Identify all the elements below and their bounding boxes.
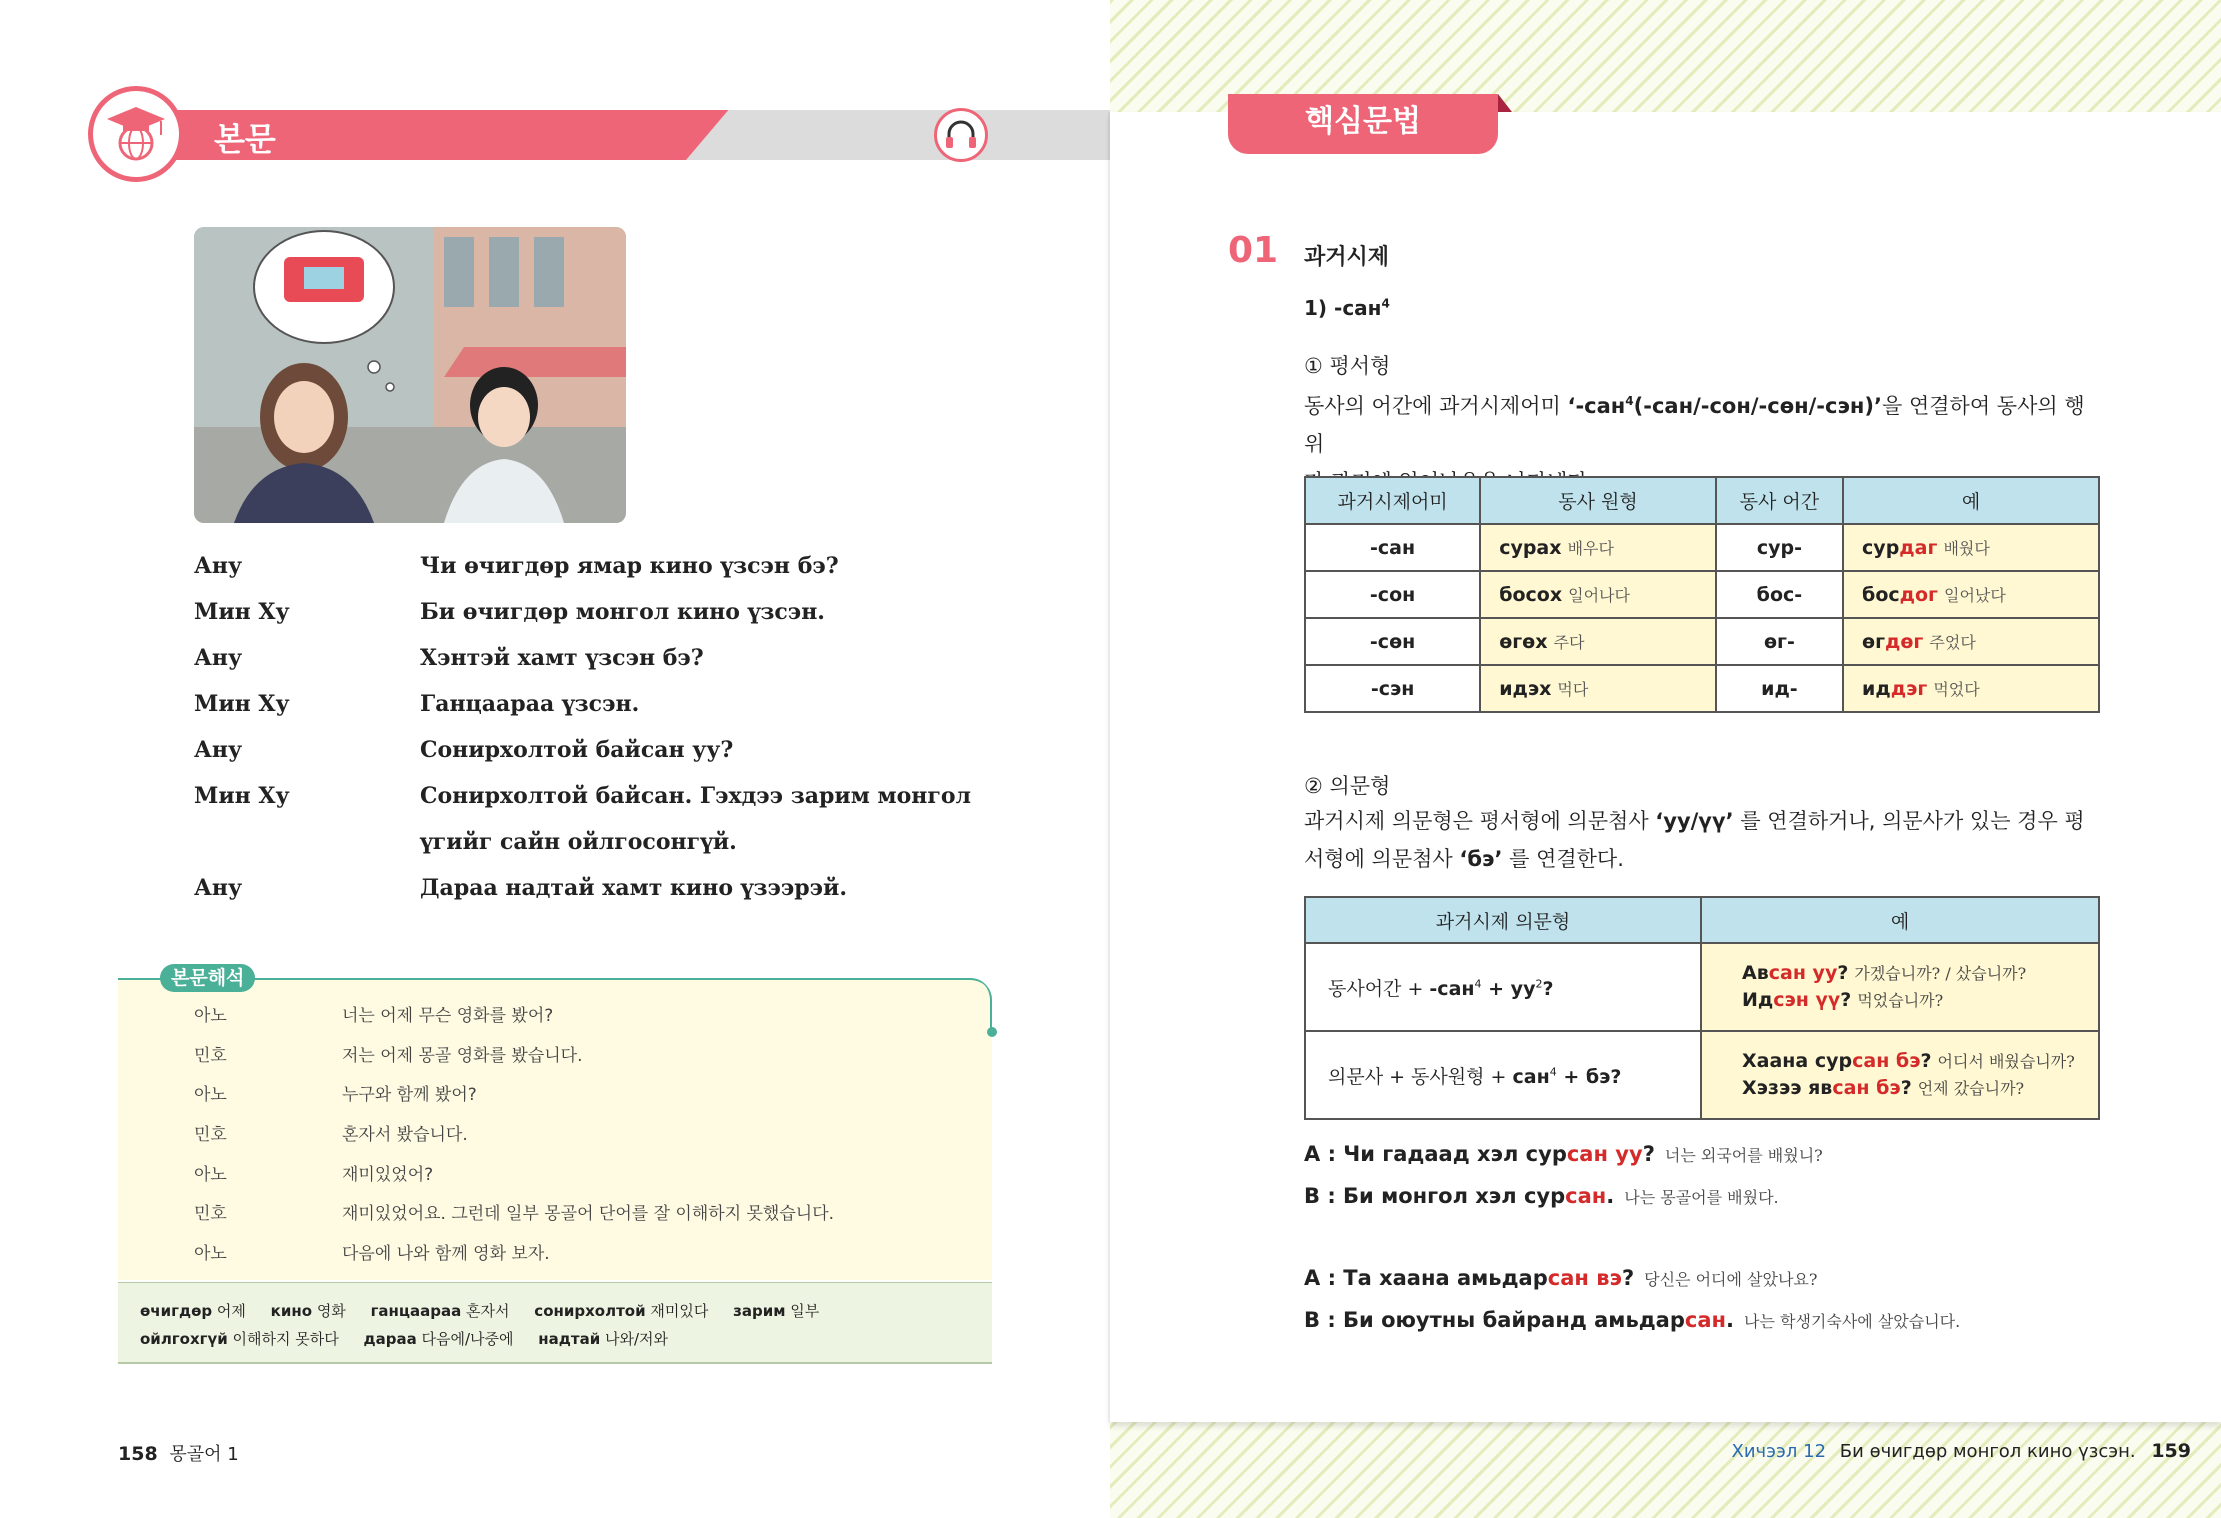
dialogue-speaker: Мин Ху bbox=[194, 783, 290, 809]
example-pre: Би оюутны байранд амьдар bbox=[1343, 1308, 1685, 1332]
example-korean: 가겠습니까? / 샀습니까? bbox=[1854, 964, 2027, 983]
example-korean: 너는 외국어를 배웠니? bbox=[1664, 1146, 1823, 1165]
pattern-sup: 4 bbox=[1549, 1065, 1557, 1079]
vocabulary-line bbox=[140, 1325, 970, 1353]
translation-row bbox=[118, 1073, 992, 1113]
example-line bbox=[1742, 1048, 2098, 1075]
dialogue-speaker: Ану bbox=[194, 645, 243, 671]
example-cell bbox=[1843, 618, 2099, 665]
example-suffix: даг bbox=[1899, 537, 1938, 559]
examples-cell bbox=[1701, 943, 2099, 1031]
example-post: . bbox=[1606, 1184, 1615, 1208]
example-line bbox=[1742, 987, 2098, 1014]
table-header: 동사 어간 bbox=[1716, 477, 1843, 524]
ending-cell: -сон bbox=[1305, 571, 1480, 618]
pattern-bold: + бэ? bbox=[1556, 1065, 1622, 1088]
vocabulary-box bbox=[118, 1282, 992, 1364]
example-label: B : bbox=[1304, 1308, 1344, 1332]
vocab-word: зарим bbox=[733, 1302, 786, 1320]
interrogative-title: ② 의문형 bbox=[1304, 774, 1391, 798]
example-pre: Ав bbox=[1742, 962, 1769, 984]
example-pre: Чи гадаад хэл сур bbox=[1343, 1142, 1567, 1166]
table-row bbox=[1305, 524, 2099, 571]
table-header-row bbox=[1305, 477, 2099, 524]
verb: сурах bbox=[1499, 537, 1562, 559]
example-suffix: дог bbox=[1899, 584, 1938, 606]
translation-line: 누구와 함께 봤어? bbox=[342, 1085, 477, 1106]
pattern-bold: ? bbox=[1542, 977, 1554, 1000]
declarative-bold: ‘-сан bbox=[1567, 394, 1626, 418]
ending-table bbox=[1304, 476, 2100, 713]
dialogue-row bbox=[194, 819, 1014, 865]
vocab-word: надтай bbox=[538, 1330, 601, 1348]
right-footer bbox=[1732, 1440, 2192, 1462]
example-sentence bbox=[1304, 1184, 1779, 1208]
verb-cell bbox=[1480, 571, 1716, 618]
table-row bbox=[1305, 1031, 2099, 1119]
dialogue-row bbox=[194, 681, 1014, 727]
declarative-text: 을 연결하여 동사의 행위 bbox=[1304, 394, 2085, 456]
translation-line: 다음에 나와 함께 영화 보자. bbox=[342, 1243, 550, 1264]
example-highlight: сан бэ bbox=[1832, 1077, 1901, 1099]
example-highlight: сан уу bbox=[1566, 1142, 1643, 1166]
graduation-cap-icon bbox=[88, 86, 184, 182]
example-korean: 배웠다 bbox=[1943, 539, 1990, 558]
declarative-text: 동사의 어간에 과거시제어미 bbox=[1304, 394, 1568, 418]
translation-tab: 본문해석 bbox=[160, 964, 255, 992]
example-korean: 먹었습니까? bbox=[1857, 991, 1944, 1010]
example-post: ? bbox=[1642, 1142, 1655, 1166]
example-label: A : bbox=[1304, 1266, 1344, 1290]
example-stem: бос bbox=[1862, 584, 1900, 606]
translation-line: 저는 어제 몽골 영화를 봤습니다. bbox=[342, 1045, 583, 1066]
grammar-tab-notch bbox=[1498, 94, 1512, 112]
example-cell bbox=[1843, 524, 2099, 571]
example-suffix: дэг bbox=[1890, 678, 1928, 700]
banner-grey-strip bbox=[686, 110, 1110, 160]
ending-cell: -сөн bbox=[1305, 618, 1480, 665]
declarative-title: ① 평서형 bbox=[1304, 354, 1391, 378]
verb-korean: 먹다 bbox=[1557, 680, 1589, 699]
dialogue-line: Сонирхолтой байсан. Гэхдээ зарим монгол bbox=[420, 783, 972, 809]
subsection-title-text: 1) -сан bbox=[1304, 296, 1382, 320]
example-highlight: сан bbox=[1565, 1184, 1607, 1208]
example-post: ? bbox=[1837, 962, 1849, 984]
table-row bbox=[1305, 618, 2099, 665]
vocab-meaning: 일부 bbox=[790, 1302, 820, 1320]
dialogue-illustration bbox=[194, 227, 626, 523]
pattern-cell bbox=[1305, 943, 1701, 1031]
translation-row bbox=[118, 1034, 992, 1074]
table-header-row bbox=[1305, 897, 2099, 943]
table-header: 예 bbox=[1701, 897, 2099, 943]
interrogative-bold: ‘бэ’ bbox=[1459, 847, 1503, 871]
example-post: ? bbox=[1840, 989, 1852, 1011]
verb-cell bbox=[1480, 524, 1716, 571]
page-number: 159 bbox=[2151, 1440, 2191, 1462]
example-highlight: сэн үү bbox=[1773, 989, 1841, 1011]
vocab-meaning: 혼자서 bbox=[466, 1302, 510, 1320]
pattern-cell bbox=[1305, 1031, 1701, 1119]
vocab-meaning: 재미있다 bbox=[650, 1302, 709, 1320]
translation-row bbox=[118, 1232, 992, 1272]
translation-row bbox=[118, 1152, 992, 1192]
example-highlight: сан bbox=[1684, 1308, 1727, 1332]
vocab-word: дараа bbox=[363, 1330, 417, 1348]
dialogue-line: Хэнтэй хамт үзсэн бэ? bbox=[420, 645, 704, 671]
example-korean: 어디서 배웠습니까? bbox=[1937, 1052, 2075, 1071]
left-page bbox=[0, 0, 1110, 1518]
vocab-word: кино bbox=[270, 1302, 313, 1320]
translation-line: 너는 어제 무슨 영화를 봤어? bbox=[342, 1006, 554, 1027]
pattern-bold: сан bbox=[1512, 1065, 1550, 1088]
example-line bbox=[1742, 960, 2098, 987]
example-post: ? bbox=[1900, 1077, 1912, 1099]
translation-box bbox=[118, 967, 992, 1364]
table-row bbox=[1305, 571, 2099, 618]
dialogue-speaker: Мин Ху bbox=[194, 691, 290, 717]
translation-speaker: 아노 bbox=[194, 1243, 227, 1264]
translation-row bbox=[118, 994, 992, 1034]
vocab-meaning: 나와/저와 bbox=[605, 1330, 669, 1348]
dialogue-row bbox=[194, 635, 1014, 681]
dialogue bbox=[194, 543, 1014, 911]
dialogue-line: Ганцаараа үзсэн. bbox=[420, 691, 640, 717]
translation-row bbox=[118, 1113, 992, 1153]
dialogue-speaker: Ану bbox=[194, 553, 243, 579]
vocab-meaning: 어제 bbox=[216, 1302, 246, 1320]
table-row bbox=[1305, 665, 2099, 712]
vocab-meaning: 다음에/나중에 bbox=[421, 1330, 514, 1348]
vocabulary-line bbox=[140, 1297, 970, 1325]
vocab-meaning: 이해하지 못하다 bbox=[232, 1330, 339, 1348]
stem-cell: ид- bbox=[1716, 665, 1843, 712]
pattern-sup: 4 bbox=[1474, 977, 1482, 991]
vocab-meaning: 영화 bbox=[316, 1302, 346, 1320]
example-suffix: дөг bbox=[1885, 631, 1924, 653]
interrogative-text: 를 연결하거나, 의문사가 있는 경우 평 bbox=[1733, 809, 2085, 833]
verb-korean: 배우다 bbox=[1567, 539, 1614, 558]
interrogative-text: 를 연결한다. bbox=[1502, 847, 1624, 871]
interrogative-text: 서형에 의문첨사 bbox=[1304, 847, 1460, 871]
table-row bbox=[1305, 943, 2099, 1031]
pattern-bold: -сан bbox=[1429, 977, 1475, 1000]
verb: босох bbox=[1499, 584, 1563, 606]
example-sentence bbox=[1304, 1308, 1960, 1332]
stem-cell: бос- bbox=[1716, 571, 1843, 618]
vocab-word: өчигдөр bbox=[140, 1302, 213, 1320]
example-pre: Хэзээ яв bbox=[1742, 1077, 1833, 1099]
example-pre: Та хаана амьдар bbox=[1343, 1266, 1548, 1290]
example-korean: 당신은 어디에 살았나요? bbox=[1644, 1270, 1818, 1289]
table-header: 동사 원형 bbox=[1480, 477, 1716, 524]
verb-cell bbox=[1480, 665, 1716, 712]
dialogue-speaker: Ану bbox=[194, 875, 243, 901]
book-title: 몽골어 1 bbox=[169, 1444, 239, 1465]
example-label: A : bbox=[1304, 1142, 1344, 1166]
section-title: 과거시제 bbox=[1304, 245, 1390, 270]
example-pre: Хаана сур bbox=[1742, 1050, 1853, 1072]
lesson-label: Хичээл 12 bbox=[1731, 1441, 1827, 1462]
dialogue-line: үгийг сайн ойлгосонгүй. bbox=[420, 829, 737, 855]
verb-korean: 주다 bbox=[1553, 633, 1585, 652]
stem-cell: өг- bbox=[1716, 618, 1843, 665]
subsection-title bbox=[1304, 296, 1390, 320]
dialogue-row bbox=[194, 543, 1014, 589]
stem-cell: сур- bbox=[1716, 524, 1843, 571]
example-highlight: сан вэ bbox=[1547, 1266, 1622, 1290]
dialogue-line: Би өчигдөр монгол кино үзсэн. bbox=[420, 599, 825, 625]
section-number: 01 bbox=[1228, 230, 1279, 271]
example-post: ? bbox=[1920, 1050, 1932, 1072]
translation-line: 재미있었어? bbox=[342, 1164, 434, 1185]
page-number: 158 bbox=[118, 1443, 158, 1465]
example-stem: ид bbox=[1862, 678, 1891, 700]
translation-speaker: 아노 bbox=[194, 1085, 227, 1106]
translation-row bbox=[118, 1192, 992, 1232]
example-pre: Би монгол хэл сур bbox=[1343, 1184, 1566, 1208]
right-page-sheet bbox=[1110, 112, 2221, 1422]
example-stem: өг bbox=[1862, 631, 1886, 653]
translation-speaker: 민호 bbox=[194, 1204, 227, 1225]
translation-line: 재미있었어요. 그런데 일부 몽골어 단어를 잘 이해하지 못했습니다. bbox=[342, 1204, 835, 1225]
ending-cell: -сан bbox=[1305, 524, 1480, 571]
example-korean: 주었다 bbox=[1929, 633, 1976, 652]
interrogative-table bbox=[1304, 896, 2100, 1120]
example-korean: 나는 학생기숙사에 살았습니다. bbox=[1744, 1312, 1961, 1331]
dialogue-line: Сонирхолтой байсан уу? bbox=[420, 737, 734, 763]
pattern-sup: 2 bbox=[1535, 977, 1543, 991]
examples-cell bbox=[1701, 1031, 2099, 1119]
example-highlight: сан уу bbox=[1768, 962, 1838, 984]
table-header: 과거시제 의문형 bbox=[1305, 897, 1701, 943]
interrogative-text: 과거시제 의문형은 평서형에 의문첨사 bbox=[1304, 809, 1656, 833]
subsection-superscript: 4 bbox=[1381, 296, 1390, 311]
dialogue-speaker: Ану bbox=[194, 737, 243, 763]
ending-cell: -сэн bbox=[1305, 665, 1480, 712]
translation-line: 혼자서 봤습니다. bbox=[342, 1125, 468, 1146]
translation-speaker: 민호 bbox=[194, 1045, 227, 1066]
vocab-word: ойлгохгүй bbox=[140, 1330, 228, 1348]
verb-cell bbox=[1480, 618, 1716, 665]
section-banner bbox=[88, 110, 1110, 160]
example-pre: Ид bbox=[1742, 989, 1774, 1011]
pattern-bold: + уу bbox=[1481, 977, 1536, 1000]
example-highlight: сан бэ bbox=[1852, 1050, 1921, 1072]
example-post: . bbox=[1726, 1308, 1735, 1332]
example-label: B : bbox=[1304, 1184, 1344, 1208]
dialogue-line: Дараа надтай хамт кино үзээрэй. bbox=[420, 875, 848, 901]
example-post: ? bbox=[1621, 1266, 1635, 1290]
example-korean: 일어났다 bbox=[1944, 586, 2006, 605]
declarative-bold-forms: (-сан/-сон/-сөн/-сэн)’ bbox=[1633, 394, 1883, 418]
example-korean: 언제 갔습니까? bbox=[1917, 1079, 2025, 1098]
example-cell bbox=[1843, 571, 2099, 618]
verb: өгөх bbox=[1499, 631, 1548, 653]
example-line bbox=[1742, 1075, 2098, 1102]
example-sentence bbox=[1304, 1266, 1817, 1290]
declarative-sup: 4 bbox=[1625, 394, 1634, 408]
example-cell bbox=[1843, 665, 2099, 712]
dialogue-row bbox=[194, 727, 1014, 773]
translation-speaker: 민호 bbox=[194, 1125, 227, 1146]
vocab-word: сонирхолтой bbox=[534, 1302, 646, 1320]
vocab-word: ганцаараа bbox=[370, 1302, 462, 1320]
interrogative-paragraph bbox=[1304, 802, 2104, 878]
pattern-text: 동사어간 + bbox=[1328, 977, 1430, 1000]
verb-korean: 일어나다 bbox=[1568, 586, 1630, 605]
table-header: 예 bbox=[1843, 477, 2099, 524]
lesson-title: Би өчигдөр монгол кино үзсэн. bbox=[1839, 1441, 2136, 1462]
section-title: 본문 bbox=[214, 120, 276, 158]
example-korean: 나는 몽골어를 배웠다. bbox=[1624, 1188, 1779, 1207]
dialogue-row bbox=[194, 589, 1014, 635]
grammar-tab: 핵심문법 bbox=[1228, 94, 1498, 154]
example-sentence bbox=[1304, 1142, 1823, 1166]
dialogue-row bbox=[194, 773, 1014, 819]
translation-speaker: 아노 bbox=[194, 1006, 227, 1027]
right-page bbox=[1110, 0, 2221, 1518]
pattern-text: 의문사 + 동사원형 + bbox=[1328, 1065, 1513, 1088]
left-footer bbox=[118, 1440, 239, 1466]
translation-rows bbox=[118, 994, 992, 1271]
dialogue-line: Чи өчигдөр ямар кино үзсэн бэ? bbox=[420, 553, 839, 579]
headphones-icon[interactable] bbox=[934, 108, 988, 162]
dialogue-row bbox=[194, 865, 1014, 911]
table-header: 과거시제어미 bbox=[1305, 477, 1480, 524]
example-korean: 먹었다 bbox=[1933, 680, 1980, 699]
example-stem: сур bbox=[1862, 537, 1900, 559]
interrogative-bold: ‘уу/үү’ bbox=[1655, 809, 1734, 833]
translation-speaker: 아노 bbox=[194, 1164, 227, 1185]
verb: идэх bbox=[1499, 678, 1552, 700]
dialogue-speaker: Мин Ху bbox=[194, 599, 290, 625]
